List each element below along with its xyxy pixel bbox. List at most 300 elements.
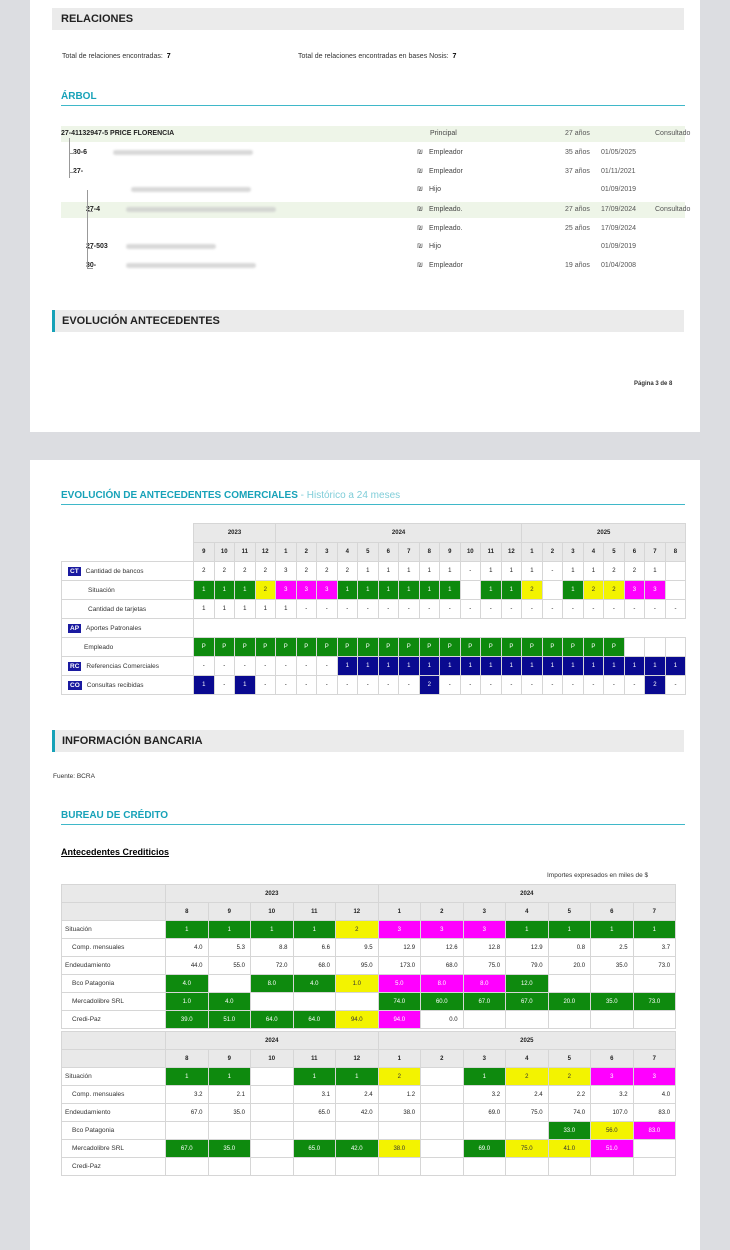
evol-cell: - [358, 676, 379, 695]
evol-row-label: CO Consultas recibidas [62, 676, 194, 695]
credit-row-label: Credi-Paz [62, 1158, 166, 1176]
evol-cell: P [255, 638, 276, 657]
evol-cell: - [624, 676, 645, 695]
month-header: 1 [522, 543, 543, 562]
evol-cell: - [583, 600, 604, 619]
evol-row-label: Situación [62, 581, 194, 600]
credit-cell [336, 1158, 379, 1176]
credit-cell [633, 1158, 676, 1176]
credit-cell [633, 1011, 676, 1029]
credit-cell [208, 1158, 251, 1176]
credit-cell: 33.0 [548, 1122, 591, 1140]
credit-cell [463, 1011, 506, 1029]
evol-cell [460, 581, 481, 600]
tree-row [61, 239, 685, 255]
evol-cell: 1 [440, 562, 461, 581]
evol-cell: P [214, 638, 235, 657]
month-header: 10 [251, 903, 294, 921]
credit-cell: 3.7 [633, 939, 676, 957]
credit-row-label: Credi-Paz [62, 1011, 166, 1029]
evol-cell: 1 [481, 562, 502, 581]
credit-cell: 5.0 [378, 975, 421, 993]
month-header: 7 [633, 903, 676, 921]
tree-row [61, 182, 685, 198]
credit-cell: 1 [633, 921, 676, 939]
evol-cell: P [276, 638, 297, 657]
evol-cell: 2 [419, 676, 440, 695]
evol-cell: 3 [296, 581, 317, 600]
credit-cell: 55.0 [208, 957, 251, 975]
relation-icon: ₪ [417, 262, 423, 269]
credit-cell: 2.4 [336, 1086, 379, 1104]
month-header: 4 [506, 1050, 549, 1068]
credit-row-label: Mercadolibre SRL [62, 993, 166, 1011]
evol-cell: 1 [563, 581, 584, 600]
credit-cell: 69.0 [463, 1104, 506, 1122]
credit-cell: 1 [336, 1068, 379, 1086]
tree-connector [87, 211, 93, 212]
evol-cell: - [296, 657, 317, 676]
credit-cell [506, 1011, 549, 1029]
tree-connector [87, 190, 93, 268]
evol-cell: - [194, 657, 215, 676]
credit-cell: 60.0 [421, 993, 464, 1011]
evol-cell: P [194, 638, 215, 657]
evol-row-label: RC Referencias Comerciales [62, 657, 194, 676]
year-header: 2023 [194, 524, 276, 543]
month-header: 1 [378, 1050, 421, 1068]
report-page-4 [30, 460, 700, 1250]
month-header: 10 [251, 1050, 294, 1068]
evol-cell [542, 581, 563, 600]
credit-cell: 72.0 [251, 957, 294, 975]
credit-cell: 74.0 [548, 1104, 591, 1122]
credit-cell: 68.0 [293, 957, 336, 975]
credit-cell: 1 [506, 921, 549, 939]
month-header: 2 [542, 543, 563, 562]
relation-icon: ₪ [417, 168, 423, 175]
evol-cell: P [337, 638, 358, 657]
evol-cell: - [255, 676, 276, 695]
year-header: 2025 [378, 1032, 676, 1050]
evol-cell [624, 638, 645, 657]
credit-cell: 67.0 [166, 1140, 209, 1158]
credit-cell [208, 975, 251, 993]
credit-cell: 3 [378, 921, 421, 939]
credit-cell: 65.0 [293, 1104, 336, 1122]
credit-cell: 4.0 [166, 975, 209, 993]
evol-cell: 2 [317, 562, 338, 581]
credit-cell: 3.1 [293, 1086, 336, 1104]
credit-cell: 73.0 [633, 957, 676, 975]
credit-cell: 41.0 [548, 1140, 591, 1158]
credit-cell [421, 1158, 464, 1176]
credit-cell: 1 [166, 1068, 209, 1086]
credit-cell: 20.0 [548, 993, 591, 1011]
month-header: 6 [591, 1050, 634, 1068]
evol-cell: 1 [563, 657, 584, 676]
credit-cell: 67.0 [463, 993, 506, 1011]
section-code: RC [70, 662, 80, 670]
credit-cell: 2 [506, 1068, 549, 1086]
evol-cell: - [665, 676, 686, 695]
evol-cell: 2 [194, 562, 215, 581]
evol-cell: 3 [317, 581, 338, 600]
credit-row [62, 1068, 676, 1086]
credit-cell: 83.0 [633, 1104, 676, 1122]
importes-note: Importes expresados en miles de $ [547, 872, 649, 879]
evol-cell: - [563, 600, 584, 619]
evol-cell: P [542, 638, 563, 657]
evol-cell: 1 [214, 581, 235, 600]
credit-cell: 4.0 [166, 939, 209, 957]
evol-cell: 2 [296, 562, 317, 581]
evol-cell: 1 [419, 562, 440, 581]
credit-cell: 2 [548, 1068, 591, 1086]
credit-cell: 1 [463, 1068, 506, 1086]
month-header: 3 [463, 903, 506, 921]
credit-cell: 74.0 [378, 993, 421, 1011]
month-header: 1 [378, 903, 421, 921]
month-header: 5 [548, 1050, 591, 1068]
tree-row-age: 27 años [565, 206, 590, 213]
month-header: 3 [317, 543, 338, 562]
evol-row-label: CT Cantidad de bancos [62, 562, 194, 581]
evol-cell: 2 [235, 562, 256, 581]
evol-cell: 1 [358, 562, 379, 581]
credit-cell: 2.1 [208, 1086, 251, 1104]
tree-row [61, 126, 691, 142]
credit-row-label: Endeudamiento [62, 1104, 166, 1122]
evol-cell: - [460, 600, 481, 619]
evol-cell: 1 [645, 657, 666, 676]
evol-cell: - [337, 676, 358, 695]
evol-cell: P [419, 638, 440, 657]
evol-cell: 1 [501, 657, 522, 676]
evol-cell: P [583, 638, 604, 657]
evol-cell: P [440, 638, 461, 657]
month-header: 8 [665, 543, 686, 562]
evol-cell: 1 [337, 657, 358, 676]
month-header: 2 [421, 903, 464, 921]
month-header: 7 [633, 1050, 676, 1068]
evol-cell: - [604, 676, 625, 695]
credit-cell: 35.0 [208, 1104, 251, 1122]
tree-row-id: 27-4 [86, 206, 101, 213]
credit-cell [633, 975, 676, 993]
credit-cell: 12.9 [506, 939, 549, 957]
evol-cell: 1 [481, 657, 502, 676]
evol-cell: 1 [419, 581, 440, 600]
tree-row-id: 27-503 [86, 243, 108, 250]
credit-cell: 39.0 [166, 1011, 209, 1029]
evol-cell: 1 [194, 581, 215, 600]
evol-cell: 2 [624, 562, 645, 581]
month-header: 5 [548, 903, 591, 921]
credit-row-label: Mercadolibre SRL [62, 1140, 166, 1158]
redacted-name [126, 207, 276, 212]
evol-cell: - [317, 676, 338, 695]
section-code: CO [70, 681, 80, 689]
evol-cell: - [481, 600, 502, 619]
tree-row-age: 19 años [565, 262, 590, 269]
evol-cell: - [460, 562, 481, 581]
credit-cell: 75.0 [506, 1104, 549, 1122]
credit-cell [421, 1122, 464, 1140]
year-header: 2024 [166, 1032, 379, 1050]
evol-row [62, 676, 686, 695]
credit-cell: 12.8 [463, 939, 506, 957]
evol-cell: 1 [358, 657, 379, 676]
credit-row [62, 1086, 676, 1104]
evol-cell: 1 [419, 657, 440, 676]
evol-cell: 3 [624, 581, 645, 600]
evol-cell: - [563, 676, 584, 695]
evol-cell: 1 [583, 562, 604, 581]
evol-cell: P [481, 638, 502, 657]
evol-cell: - [378, 600, 399, 619]
credit-cell: 38.0 [378, 1140, 421, 1158]
evol-cell: 2 [604, 562, 625, 581]
relation-icon: ₪ [417, 149, 423, 156]
credit-cell [463, 1158, 506, 1176]
credit-cell [251, 1122, 294, 1140]
credit-cell: 79.0 [506, 957, 549, 975]
section-code: CT [70, 567, 79, 575]
month-header: 9 [440, 543, 461, 562]
evol-cell: P [501, 638, 522, 657]
credit-cell: 9.5 [336, 939, 379, 957]
evol-cell: - [419, 600, 440, 619]
credit-cell [548, 1011, 591, 1029]
credit-cell [166, 1158, 209, 1176]
credit-cell [378, 1122, 421, 1140]
month-header: 8 [419, 543, 440, 562]
tree-row [61, 202, 691, 218]
credit-cell: 12.6 [421, 939, 464, 957]
evol-cell: 1 [235, 600, 256, 619]
credit-cell: 35.0 [208, 1140, 251, 1158]
evol-cell: 1 [501, 562, 522, 581]
evol-cell: P [358, 638, 379, 657]
credit-cell: 1 [293, 1068, 336, 1086]
report-page-3 [30, 0, 700, 432]
evol-row [62, 619, 686, 638]
evol-cell: - [501, 600, 522, 619]
evol-row [62, 657, 686, 676]
credit-cell [251, 993, 294, 1011]
credit-cell: 0.8 [548, 939, 591, 957]
credit-cell: 42.0 [336, 1140, 379, 1158]
evol-cell: 1 [337, 581, 358, 600]
evol-comerciales-title: EVOLUCIÓN DE ANTECEDENTES COMERCIALES - Histórico a 24 meses [61, 490, 685, 505]
evol-cell: 1 [214, 600, 235, 619]
credit-cell: 95.0 [336, 957, 379, 975]
credit-cell: 65.0 [293, 1140, 336, 1158]
evol-cell: - [624, 600, 645, 619]
evol-cell: 3 [276, 581, 297, 600]
evol-cell: 1 [194, 676, 215, 695]
month-header: 9 [208, 1050, 251, 1068]
credit-cell: 3.2 [166, 1086, 209, 1104]
evol-cell: P [522, 638, 543, 657]
evol-row [62, 638, 686, 657]
month-header: 8 [166, 903, 209, 921]
evol-cell: - [214, 657, 235, 676]
month-header: 2 [421, 1050, 464, 1068]
tree-row-date: 01/11/2021 [601, 168, 636, 175]
evol-cell: - [358, 600, 379, 619]
credit-cell [336, 1122, 379, 1140]
year-header: 2024 [378, 885, 676, 903]
credit-cell: 107.0 [591, 1104, 634, 1122]
credit-cell: 44.0 [166, 957, 209, 975]
evol-cell: 3 [276, 562, 297, 581]
credit-row [62, 1011, 676, 1029]
evol-cell: P [296, 638, 317, 657]
evol-cell: P [460, 638, 481, 657]
credit-cell: 12.0 [506, 975, 549, 993]
redacted-name [126, 244, 216, 249]
evol-row-label: Empleado [62, 638, 194, 657]
tree-row-id: 27-41132947-5 PRICE FLORENCIA [61, 130, 175, 137]
credit-cell: 1 [208, 921, 251, 939]
evol-cell: 1 [399, 581, 420, 600]
month-header: 12 [336, 903, 379, 921]
credit-cell [293, 1122, 336, 1140]
credit-row-label: Endeudamiento [62, 957, 166, 975]
evol-cell: 1 [665, 657, 686, 676]
credit-row [62, 993, 676, 1011]
evol-row-label: Cantidad de tarjetas [62, 600, 194, 619]
evol-cell: - [542, 600, 563, 619]
evol-cell: - [583, 676, 604, 695]
year-header: 2025 [522, 524, 686, 543]
month-header: 12 [255, 543, 276, 562]
evol-cell: 1 [645, 562, 666, 581]
evol-cell: - [399, 600, 420, 619]
tree-row-relation: Empleador [429, 168, 463, 175]
evol-cell: - [399, 676, 420, 695]
month-header: 4 [506, 903, 549, 921]
evol-cell [665, 581, 686, 600]
section-code: AP [70, 624, 80, 632]
credit-cell [251, 1158, 294, 1176]
credit-cell [421, 1068, 464, 1086]
tree-connector [87, 248, 93, 249]
evol-cell: - [665, 600, 686, 619]
credit-row [62, 921, 676, 939]
credit-cell: 20.0 [548, 957, 591, 975]
evol-cell: P [563, 638, 584, 657]
evol-cell: - [645, 600, 666, 619]
tree-row-age: 35 años [565, 149, 590, 156]
evol-cell [665, 562, 686, 581]
evol-cell: P [317, 638, 338, 657]
tree-row-relation: Empleador [429, 149, 463, 156]
credit-cell: 2.5 [591, 939, 634, 957]
credit-cell: 1 [251, 921, 294, 939]
credit-cell: 3 [633, 1068, 676, 1086]
total-relaciones-nosis: Total de relaciones encontradas en bases Nosis: 7 [298, 53, 457, 60]
tree-row-relation: Empleado. [429, 206, 463, 213]
month-header: 6 [378, 543, 399, 562]
tree-row-relation: Empleador [429, 262, 463, 269]
redacted-name [126, 263, 256, 268]
tree-row-id: 30- [86, 262, 97, 269]
credit-cell [591, 975, 634, 993]
credit-cell [336, 993, 379, 1011]
bureau-title: BUREAU DE CRÉDITO [61, 810, 685, 825]
credit-cell: 35.0 [591, 957, 634, 975]
credit-row-label: Comp. mensuales [62, 1086, 166, 1104]
evol-row [62, 581, 686, 600]
evol-cell: 1 [501, 581, 522, 600]
month-header: 11 [481, 543, 502, 562]
evol-cell: 1 [481, 581, 502, 600]
credit-cell: 69.0 [463, 1140, 506, 1158]
tree-row [61, 258, 685, 274]
credit-cell: 2 [336, 921, 379, 939]
tree-row-relation: Empleado. [429, 225, 463, 232]
month-header: 6 [591, 903, 634, 921]
credit-cell [591, 1158, 634, 1176]
evol-cell: - [235, 657, 256, 676]
evol-cell: 1 [378, 581, 399, 600]
credit-cell: 1.2 [378, 1086, 421, 1104]
evol-cell: - [542, 676, 563, 695]
credit-cell [421, 1104, 464, 1122]
tree-connector [69, 153, 75, 154]
credit-cell: 94.0 [378, 1011, 421, 1029]
evol-cell: - [378, 676, 399, 695]
credit-cell: 1 [166, 921, 209, 939]
credit-cell [293, 993, 336, 1011]
credit-cell [463, 1122, 506, 1140]
evol-cell: 1 [276, 600, 297, 619]
tree-connector [69, 172, 75, 173]
tree-row-date: 01/09/2019 [601, 186, 637, 193]
evol-cell: - [214, 676, 235, 695]
tree-row-relation: Principal [430, 130, 457, 137]
credit-cell [293, 1158, 336, 1176]
year-header: 2023 [166, 885, 379, 903]
evol-cell: 1 [604, 657, 625, 676]
credit-cell: 83.0 [633, 1122, 676, 1140]
credit-cell [421, 1086, 464, 1104]
evol-cell: - [317, 600, 338, 619]
credit-cell: 0.0 [421, 1011, 464, 1029]
tree-row-id: 30-6 [73, 149, 88, 156]
evol-cell: - [296, 676, 317, 695]
page-number: Página 3 de 8 [634, 381, 673, 387]
credit-cell: 94.0 [336, 1011, 379, 1029]
evol-cell: - [317, 657, 338, 676]
credit-cell: 2.2 [548, 1086, 591, 1104]
tree-row-status: Consultado [655, 130, 691, 137]
credit-cell: 1 [208, 1068, 251, 1086]
tree-row-date: 17/09/2024 [601, 225, 637, 232]
tree-connector [87, 268, 93, 269]
credit-cell: 2 [378, 1068, 421, 1086]
evol-cell: - [440, 676, 461, 695]
credit-cell [591, 1011, 634, 1029]
redacted-name [113, 150, 253, 155]
credit-cell: 4.0 [208, 993, 251, 1011]
month-header: 8 [166, 1050, 209, 1068]
tree-row-status: Consultado [655, 206, 691, 213]
evol-cell: 1 [378, 657, 399, 676]
